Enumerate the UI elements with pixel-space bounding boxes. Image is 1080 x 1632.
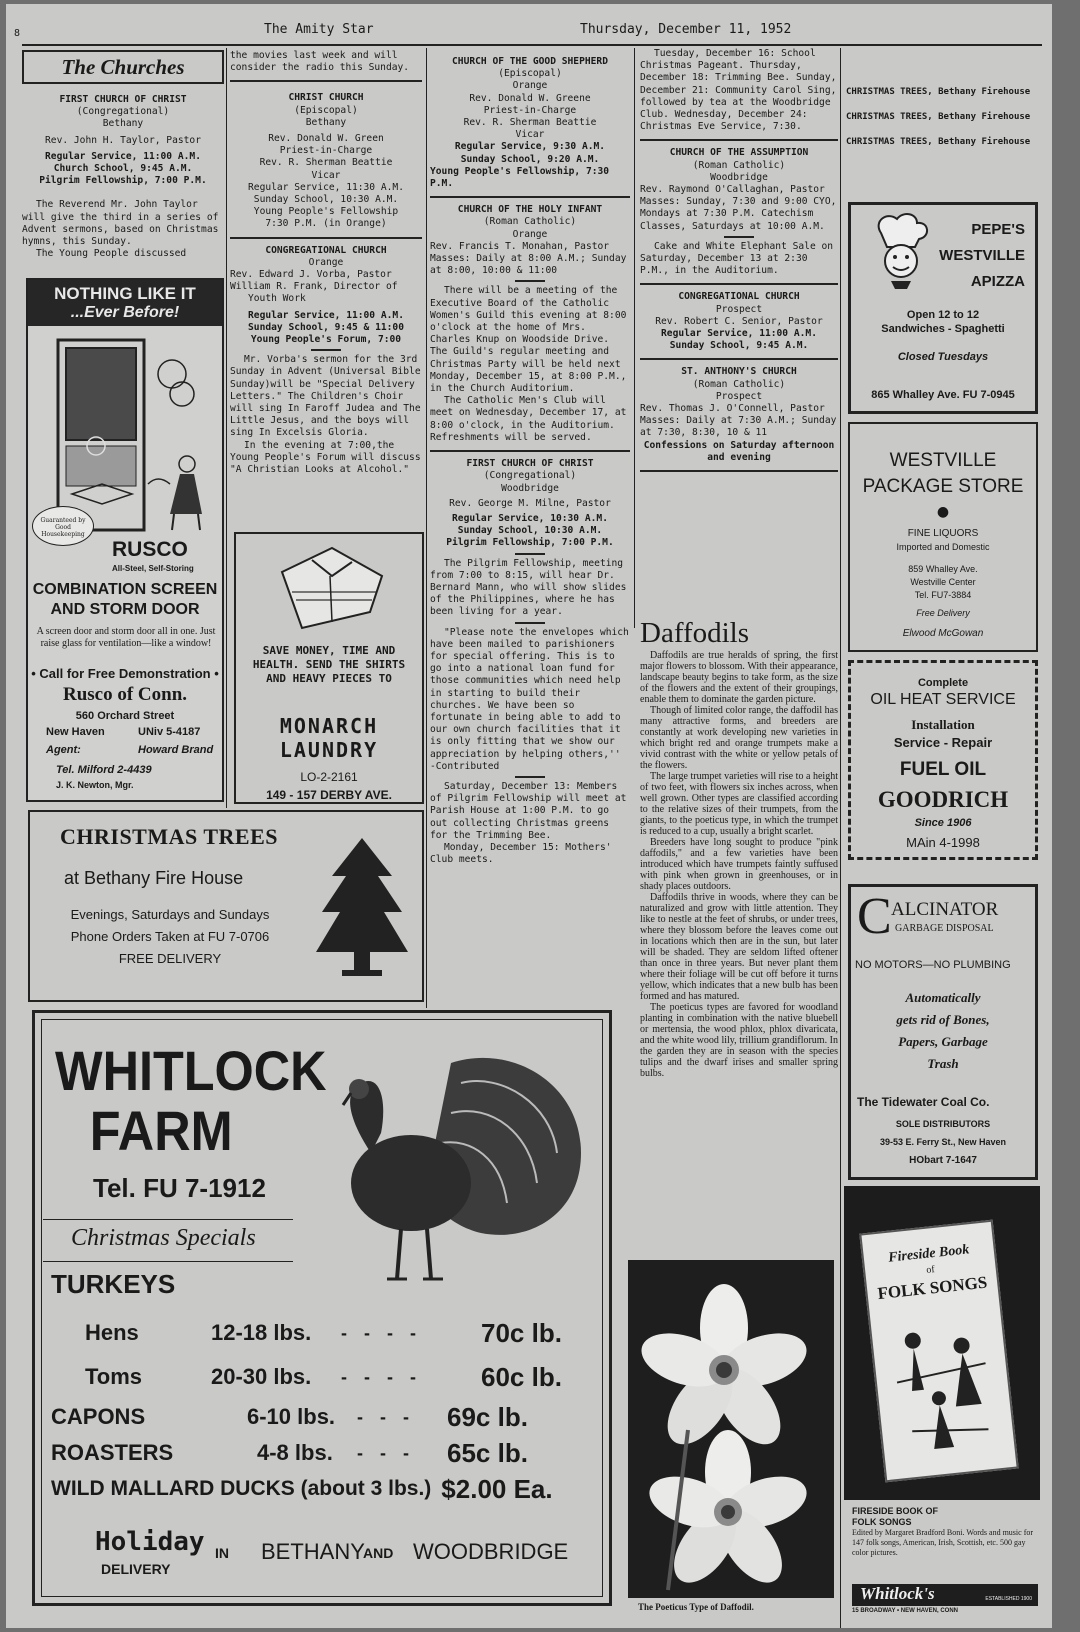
service-time: Regular Service, 11:00 A.M.	[45, 150, 201, 162]
church-line: Regular Service, 10:30 A.M.	[452, 512, 608, 524]
newspaper-page	[6, 4, 1052, 1628]
price-item: Toms	[85, 1364, 143, 1389]
rusco-banner	[28, 280, 222, 326]
classified-item: CHRISTMAS TREES, Bethany Firehouse	[846, 87, 1031, 97]
classified-listings	[846, 80, 1046, 155]
dancers-illustration-icon	[881, 1312, 1005, 1463]
xmas-trees-title: CHRISTMAS TREES	[60, 824, 278, 849]
monarch-address: 149 - 157 DERBY AVE.	[266, 788, 392, 802]
package-store-addr1: 859 Whalley Ave.	[908, 564, 978, 574]
rusco-product-line1: COMBINATION SCREEN	[32, 581, 218, 598]
churches-column-4	[640, 48, 838, 478]
church-line: Sunday School, 9:20 A.M.	[460, 153, 600, 165]
church-line: Sunday School, 9:45 & 11:00	[248, 321, 404, 333]
divider	[515, 280, 545, 282]
church-denom: (Roman Catholic)	[692, 159, 786, 171]
divider	[640, 283, 838, 285]
price-row-hens	[51, 1311, 591, 1355]
church-name: CHRIST CHURCH	[288, 92, 364, 104]
church-place: Orange	[512, 228, 548, 240]
pepes-food: Sandwiches - Spaghetti	[881, 323, 1005, 335]
calcinator-big-c: C	[857, 888, 892, 945]
whitlock-turkeys-heading: TURKEYS	[51, 1269, 176, 1299]
church-line: Priest-in-Charge	[483, 104, 577, 116]
church-name: CONGREGATIONAL CHURCH	[678, 291, 800, 303]
divider	[43, 1219, 293, 1220]
whitlock-tel: Tel. FU 7-1912	[93, 1173, 266, 1203]
whitlocks-store-name: Whitlock's	[860, 1584, 935, 1603]
church-place: Prospect	[715, 390, 763, 402]
church-line: Regular Service, 11:30 A.M.	[248, 181, 404, 193]
rusco-agent-label: Agent:	[46, 744, 81, 756]
price-weight: 6-10 lbs.	[247, 1404, 336, 1429]
church-line: Vicar	[311, 169, 341, 181]
rusco-brand-sub: All-Steel, Self-Storing	[112, 564, 194, 573]
church-line: William R. Frank, Director of	[230, 281, 398, 293]
service-time: Church School, 9:45 A.M.	[53, 163, 193, 175]
rusco-address: 560 Orchard Street	[75, 710, 175, 722]
goodrich-oil-ad	[848, 660, 1038, 860]
divider	[515, 553, 545, 555]
divider	[640, 470, 838, 472]
calcinator-company: The Tidewater Coal Co.	[857, 1095, 990, 1109]
whitlock-holiday: Holiday	[95, 1527, 205, 1557]
column-rule	[634, 48, 635, 628]
whitlock-name-line2: FARM	[89, 1099, 233, 1162]
church-note: In the evening at 7:00,the Young People's Forum will discuss "A Christian Looks at Alcohol."	[230, 439, 421, 476]
divider	[515, 776, 545, 778]
church-note: The Reverend Mr. John Taylor will give the third in a series of Advent sermons, based on Christmas hymns, this Sunday.	[22, 199, 219, 248]
church-line: Regular Service, 11:00 A.M.	[248, 309, 404, 321]
goodrich-line5: FUEL OIL	[899, 759, 987, 780]
classified-item: CHRISTMAS TREES, Bethany Firehouse	[846, 137, 1031, 147]
classified-item: CHRISTMAS TREES, Bethany Firehouse	[846, 112, 1031, 122]
folk-songs-head2: FOLK SONGS	[852, 1517, 912, 1527]
goodrich-line1: Complete	[917, 677, 969, 689]
rusco-company: Rusco of Conn.	[62, 684, 188, 705]
price-list	[51, 1311, 591, 1507]
daffodils-article	[640, 616, 838, 1079]
church-line: Sunday School, 9:45 A.M.	[669, 340, 809, 352]
goodrich-line8: MAin 4-1998	[906, 835, 980, 850]
calcinator-ad	[848, 884, 1038, 1180]
church-name: CHURCH OF THE HOLY INFANT	[457, 204, 603, 216]
divider	[515, 622, 545, 624]
church-denom: (Roman Catholic)	[483, 216, 577, 228]
church-place: Woodbridge	[501, 482, 559, 494]
church-line: Rev. Edward J. Vorba, Pastor	[230, 269, 392, 281]
church-place: Orange	[512, 80, 548, 92]
rusco-ad	[26, 278, 224, 802]
package-store-addr2: Westville Center	[910, 577, 976, 587]
daffodil-photo	[628, 1260, 834, 1598]
rusco-product	[28, 580, 222, 620]
calcinator-tag: NO MOTORS—NO PLUMBING	[855, 959, 1011, 971]
chef-icon	[869, 211, 939, 291]
church-line: Sunday School, 10:30 A.M.	[457, 525, 603, 537]
whitlock-and: AND	[363, 1545, 394, 1561]
church-name: ST. ANTHONY'S CHURCH	[681, 366, 797, 378]
church-note: The Catholic Men's Club will meet on Wednesday, December 17, at 8:00 o'clock, in the Auditorium. Refreshments will be served.	[430, 395, 627, 443]
churches-column-2	[230, 50, 422, 476]
church-pastor: Rev. John H. Taylor, Pastor	[45, 134, 201, 146]
package-store-owner: Elwood McGowan	[902, 628, 984, 639]
daffodils-paragraph: Daffodils are true heralds of spring, the first major flowers to blossom. With their appearance, landscape beauty begins to take form, as the size of the flowers and the extent of their groupings, enable them to dominate the garden picture.	[640, 650, 838, 705]
folk-songs-caption	[852, 1506, 1038, 1558]
package-store-line2: Imported and Domestic	[896, 542, 990, 552]
book-title-line1: Fireside Book	[887, 1242, 971, 1266]
price-dashes: - - -	[357, 1406, 415, 1427]
monarch-name: MONARCH	[279, 714, 379, 738]
paper-name: The Amity Star	[264, 22, 374, 37]
church-denom: (Congregational)	[483, 470, 577, 482]
church-note: The Pilgrim Fellowship, meeting from 7:00 to 8:15, will hear Dr. Bernard Mann, who will show slides of the Philippines, where he has been living for a year.	[430, 557, 627, 618]
bullet-icon: ●	[936, 504, 950, 520]
price-value: 65c lb.	[447, 1437, 528, 1468]
price-item: ROASTERS	[51, 1440, 174, 1465]
pepes-closed: Closed Tuesdays	[897, 351, 989, 363]
monarch-phone: LO-2-2161	[300, 770, 358, 784]
divider	[311, 349, 341, 351]
church-pastor: Rev. Raymond O'Callaghan, Pastor	[640, 184, 825, 196]
price-dashes: - - - -	[341, 1322, 422, 1343]
package-store-name: WESTVILLE	[889, 450, 997, 471]
calcinator-desc-line: Papers, Garbage	[898, 1034, 988, 1049]
church-place: Woodbridge	[710, 171, 768, 183]
calcinator-desc-line: Trash	[927, 1056, 959, 1071]
churches-heading: The Churches	[61, 55, 185, 79]
package-store-ad	[848, 422, 1038, 652]
churches-column-3	[430, 56, 630, 866]
package-store-tel: Tel. FU7-3884	[914, 590, 972, 600]
calcinator-name: ALCINATOR	[891, 899, 999, 920]
divider	[230, 80, 422, 82]
whitlock-in: IN	[215, 1545, 229, 1561]
daffodils-title: Daffodils	[640, 617, 750, 649]
package-store-line1: FINE LIQUORS	[907, 528, 979, 539]
goodrich-line4: Service - Repair	[893, 735, 993, 750]
church-note: Mr. Vorba's sermon for the 3rd Sunday in Advent (Universal Bible Sunday)will be "Special Delivery Letters." The Children's Choir will sing In Faroff Judea and The Little Jesus, and the boys will sing In Excelsis Gloria.	[230, 354, 421, 439]
church-line: Rev. George M. Milne, Pastor	[449, 497, 611, 509]
rusco-description: A screen door and storm door all in one. Just raise glass for ventilation—like a window!	[36, 626, 216, 649]
divider	[640, 358, 838, 360]
price-value: 60c lb.	[481, 1361, 562, 1392]
church-name: CHURCH OF THE ASSUMPTION	[669, 147, 809, 159]
whitlock-name	[55, 1039, 327, 1162]
christmas-trees-ad	[28, 810, 424, 1002]
price-row-ducks	[51, 1471, 591, 1507]
daffodils-paragraph: The large trumpet varieties will rise to a height of two feet, with flowers six inches across, when well grown. Other types are classified according to the relative sizes of their trumpets, from the giants, to the poeticus type, in which the trumpet is reduced to a cup, usually a bright scarlet.	[640, 771, 838, 837]
rusco-city: New Haven	[46, 726, 105, 738]
church-line: Young People's Fellowship	[253, 206, 399, 218]
churches-column-1	[22, 50, 224, 260]
church-denom: (Roman Catholic)	[692, 378, 786, 390]
church-line: Youth Work	[248, 293, 306, 305]
goodrich-line3: Installation	[911, 717, 975, 732]
church-masses: Masses: Daily at 7:30 A.M.; Sunday at 7:30, 8:30, 10 & 11	[640, 415, 837, 439]
xmas-trees-line: Phone Orders Taken at FU 7-0706	[70, 929, 270, 944]
calcinator-sub: GARBAGE DISPOSAL	[895, 923, 994, 934]
pepes-name-3: APIZZA	[970, 273, 1025, 290]
church-name: CONGREGATIONAL CHURCH	[265, 244, 387, 256]
churches-heading-box	[22, 50, 224, 84]
header-rule	[22, 44, 1042, 46]
church-note: the movies last week and will consider the radio this Sunday.	[230, 50, 410, 74]
issue-date: Thursday, December 11, 1952	[580, 22, 792, 37]
church-note: Monday, December 15: Mothers' Club meets.	[430, 841, 612, 866]
page-number: 8	[14, 28, 21, 39]
price-item: WILD MALLARD DUCKS (about 3 lbs.)	[51, 1477, 432, 1500]
church-name: FIRST CHURCH OF CHRIST	[466, 458, 594, 470]
good-housekeeping-seal: Guaranteed by Good Housekeeping	[32, 506, 94, 546]
divider	[230, 237, 422, 239]
church-line: 7:30 P.M. (in Orange)	[265, 218, 387, 230]
daffodils-paragraph: Breeders have long sought to produce "pink daffodils," and a few varieties have been introduced which have trumpets faintly suffused with pink when grown in greenhouses, or in shady places outdoors.	[640, 837, 838, 892]
storm-door-illustration	[52, 334, 212, 534]
price-weight: 20-30 lbs.	[211, 1364, 312, 1389]
church-line: Priest-in-Charge	[279, 145, 373, 157]
whitlock-bethany: BETHANY	[261, 1539, 365, 1564]
church-note: "Please note the envelopes which have been mailed to parishioners for special offering. This is to go into a national loan fund for those communities which need help in starting to build their churches. We have been so fortunate in being able to add to our own church facilities that it is only fitting that we show our appreciation by helping others,'' -Contributed	[430, 626, 629, 772]
church-denom: (Episcopal)	[294, 104, 358, 116]
goodrich-line7: Since 1906	[914, 817, 972, 829]
divider	[640, 139, 838, 141]
divider	[430, 196, 630, 198]
column-rule	[426, 48, 427, 1008]
monarch-text: SAVE MONEY, TIME AND HEALTH. SEND THE SHIRTS AND HEAVY PIECES TO	[252, 644, 406, 685]
price-row-roasters	[51, 1435, 591, 1471]
price-row-capons	[51, 1399, 591, 1435]
church-note: Saturday, December 13: Members of Pilgrim Fellowship will meet at Parish House at 1:00 P.M. to go out collecting Christmas greens for the Trimming Bee.	[430, 780, 627, 841]
church-name: FIRST CHURCH OF CHRIST	[59, 94, 187, 105]
whitlock-specials: Christmas Specials	[71, 1225, 256, 1251]
rusco-phone: UNiv 5-4187	[138, 726, 201, 738]
rusco-tel: Tel. Milford 2-4439	[56, 764, 152, 776]
church-confessions: Confessions on Saturday afternoon and evening	[643, 439, 835, 463]
rusco-cta: • Call for Free Demonstration •	[31, 666, 219, 681]
church-note: There will be a meeting of the Executive Board of the Catholic Women's Guild this evening at 8:00 o'clock at the home of Mrs. Charles Knup on Woodside Drive. The Guild's regular meeting and Christmas Party will be held next Monday, December 15, at 8:00 P.M., in the Church Auditorium.	[430, 285, 627, 395]
church-masses: Masses: Sunday, 7:30 and 9:00 CYO, Mondays at 7:30 P.M. Catechism Classes, Saturdays at 10:00 A.M.	[640, 196, 837, 232]
calcinator-address: 39-53 E. Ferry St., New Haven	[879, 1137, 1007, 1147]
church-denom: (Episcopal)	[498, 68, 562, 80]
church-line: Rev. Robert C. Senior, Pastor	[655, 315, 823, 327]
whitlocks-address: 15 BROADWAY • NEW HAVEN, CONN	[852, 1608, 959, 1614]
price-weight: 4-8 lbs.	[257, 1440, 333, 1465]
book-title-line2: of	[925, 1264, 936, 1276]
church-note: Cake and White Elephant Sale on Saturday, December 13 at 2:30 P.M., in the Auditorium.	[640, 240, 834, 277]
church-place: Prospect	[715, 303, 763, 315]
church-note: Tuesday, December 16: School Christmas Pageant. Thursday, December 18: Trimming Bee. Sunday, December 21: Community Carol Sing, followed by tea at the Woodbridge Club. Wednesday, December 24: Christmas Eve Service, 7:30.	[640, 48, 837, 133]
divider	[430, 450, 630, 452]
divider	[43, 1261, 293, 1262]
folk-songs-head1: FIRESIDE BOOK OF	[852, 1506, 939, 1516]
folk-songs-description: Edited by Margaret Bradford Boni. Words and music for 147 folk songs, American, Irish, Scottish, etc. 500 gay color pictures.	[852, 1528, 1034, 1557]
church-place: Bethany	[102, 118, 144, 130]
turkey-icon	[331, 1043, 591, 1293]
whitlock-woodbridge: WOODBRIDGE	[413, 1539, 569, 1564]
divider	[724, 236, 754, 238]
shirt-icon	[272, 542, 392, 634]
church-pastor: Rev. Thomas J. O'Connell, Pastor	[640, 403, 825, 415]
daffodils-paragraph: Though of limited color range, the daffodil has many attractive forms, and breeders are constantly at work developing new varieties in which bright red and orange trumpets make a vivid contrast with the white or yellow petals of the flowers.	[640, 705, 838, 771]
price-item: Hens	[85, 1320, 139, 1345]
church-name: CHURCH OF THE GOOD SHEPHERD	[452, 56, 608, 67]
daffodils-body	[640, 650, 838, 1079]
calcinator-desc	[851, 987, 1035, 1075]
whitlocks-logo	[852, 1584, 1038, 1606]
calcinator-phone: HObart 7-1647	[909, 1155, 977, 1166]
goodrich-line2: OIL HEAT SERVICE	[870, 691, 1016, 708]
price-row-toms	[51, 1355, 591, 1399]
rusco-banner-line2: ...Ever Before!	[70, 304, 180, 321]
church-line: Regular Service, 11:00 A.M.	[661, 328, 817, 340]
daffodils-paragraph: The poeticus types are favored for woodland planting in combination with the native bluebell or mertensia, the wood phlox, phlox divaricata, and the white wood lily, trillium grandiflorum. In the garden they are in season with the species tulips and the dwarf irises and smaller spring bulbs.	[640, 1002, 838, 1079]
church-place: Bethany	[305, 116, 347, 128]
whitlocks-established: ESTABLISHED 1900	[985, 1596, 1032, 1602]
price-dashes: - - - -	[341, 1366, 422, 1387]
xmas-trees-details	[30, 904, 310, 970]
pepes-pizza-ad	[848, 202, 1038, 414]
whitlock-name-line1: WHITLOCK	[55, 1039, 327, 1102]
calcinator-desc-line: gets rid of Bones,	[896, 1012, 990, 1027]
church-line: Rev. R. Sherman Beattie	[463, 117, 597, 129]
xmas-trees-subtitle: at Bethany Fire House	[64, 868, 244, 888]
price-weight: 12-18 lbs.	[211, 1320, 312, 1345]
church-line: Rev. R. Sherman Beattie	[259, 157, 393, 169]
daffodils-paragraph: Daffodils thrive in woods, where they can be naturalized and grow with little attention. They like to nestle at the feet of shrubs, or under trees, where they blossom before the leaves come out in locations which then are in the sun, but later will be shaded. They are seldom lifted oftener than once in three years. But never plant them where their foliage will be cut off before it turns yellow, which indicates that a new bulb has been formed and has matured.	[640, 892, 838, 1002]
rusco-agent: Howard Brand	[138, 744, 214, 756]
rusco-banner-line1: NOTHING LIKE IT	[54, 284, 196, 303]
price-value: $2.00 Ea.	[441, 1473, 553, 1504]
price-dashes: - - -	[357, 1442, 415, 1463]
goodrich-line6: GOODRICH	[877, 787, 1009, 812]
xmas-trees-line: Evenings, Saturdays and Sundays	[70, 907, 270, 922]
column-rule	[226, 48, 227, 808]
church-line: Pilgrim Fellowship, 7:00 P.M.	[446, 537, 614, 549]
church-line: Young People's Forum, 7:00	[250, 334, 402, 346]
folk-songs-book-photo	[844, 1186, 1040, 1500]
church-masses: Masses: Daily at 8:00 A.M.; Sunday at 8:00, 10:00 & 11:00	[430, 253, 627, 277]
price-value: 70c lb.	[481, 1317, 562, 1348]
pepes-address: 865 Whalley Ave. FU 7-0945	[871, 389, 1015, 401]
rusco-brand: RUSCO	[112, 538, 188, 561]
monarch-laundry-ad	[234, 532, 424, 804]
package-store-name-2: PACKAGE STORE	[862, 476, 1024, 497]
church-place: Orange	[308, 256, 344, 268]
church-line: Sunday School, 10:30 A.M.	[253, 194, 399, 206]
price-item: CAPONS	[51, 1404, 146, 1429]
church-pastor: Rev. Francis T. Monahan, Pastor	[430, 240, 610, 252]
book-title-line3: FOLK SONGS	[876, 1272, 989, 1304]
rusco-manager: J. K. Newton, Mgr.	[56, 780, 134, 790]
xmas-trees-line: FREE DELIVERY	[118, 951, 222, 966]
church-line: Rev. Donald W. Green	[268, 133, 384, 145]
pepes-hours: Open 12 to 12	[906, 309, 980, 321]
calcinator-dist: SOLE DISTRIBUTORS	[895, 1119, 991, 1129]
whitlock-farm-ad	[32, 1010, 612, 1606]
calcinator-desc-line: Automatically	[905, 990, 981, 1005]
church-note: The Young People discussed	[36, 248, 187, 260]
book-cover	[859, 1220, 1018, 1483]
whitlock-delivery: DELIVERY	[101, 1561, 171, 1577]
christmas-tree-icon	[314, 836, 410, 986]
church-line: Regular Service, 9:30 A.M.	[454, 141, 606, 153]
rusco-product-line2: AND STORM DOOR	[50, 601, 200, 618]
daffodil-flower-icon	[628, 1260, 834, 1598]
column-rule	[840, 48, 841, 1628]
church-line: Rev. Donald W. Greene	[469, 92, 591, 104]
service-time: Pilgrim Fellowship, 7:00 P.M.	[39, 175, 207, 187]
church-line: Young People's Fellowship, 7:30 P.M.	[430, 165, 610, 190]
pepes-name-2: WESTVILLE	[939, 247, 1025, 264]
monarch-name-2: LAUNDRY	[279, 738, 379, 762]
pepes-name: PEPE'S	[971, 221, 1025, 238]
daffodil-caption: The Poeticus Type of Daffodil.	[638, 1602, 754, 1612]
church-denom: (Congregational)	[76, 106, 170, 118]
package-store-delivery: Free Delivery	[916, 608, 970, 618]
church-line: Vicar	[515, 129, 545, 141]
price-value: 69c lb.	[447, 1401, 528, 1432]
